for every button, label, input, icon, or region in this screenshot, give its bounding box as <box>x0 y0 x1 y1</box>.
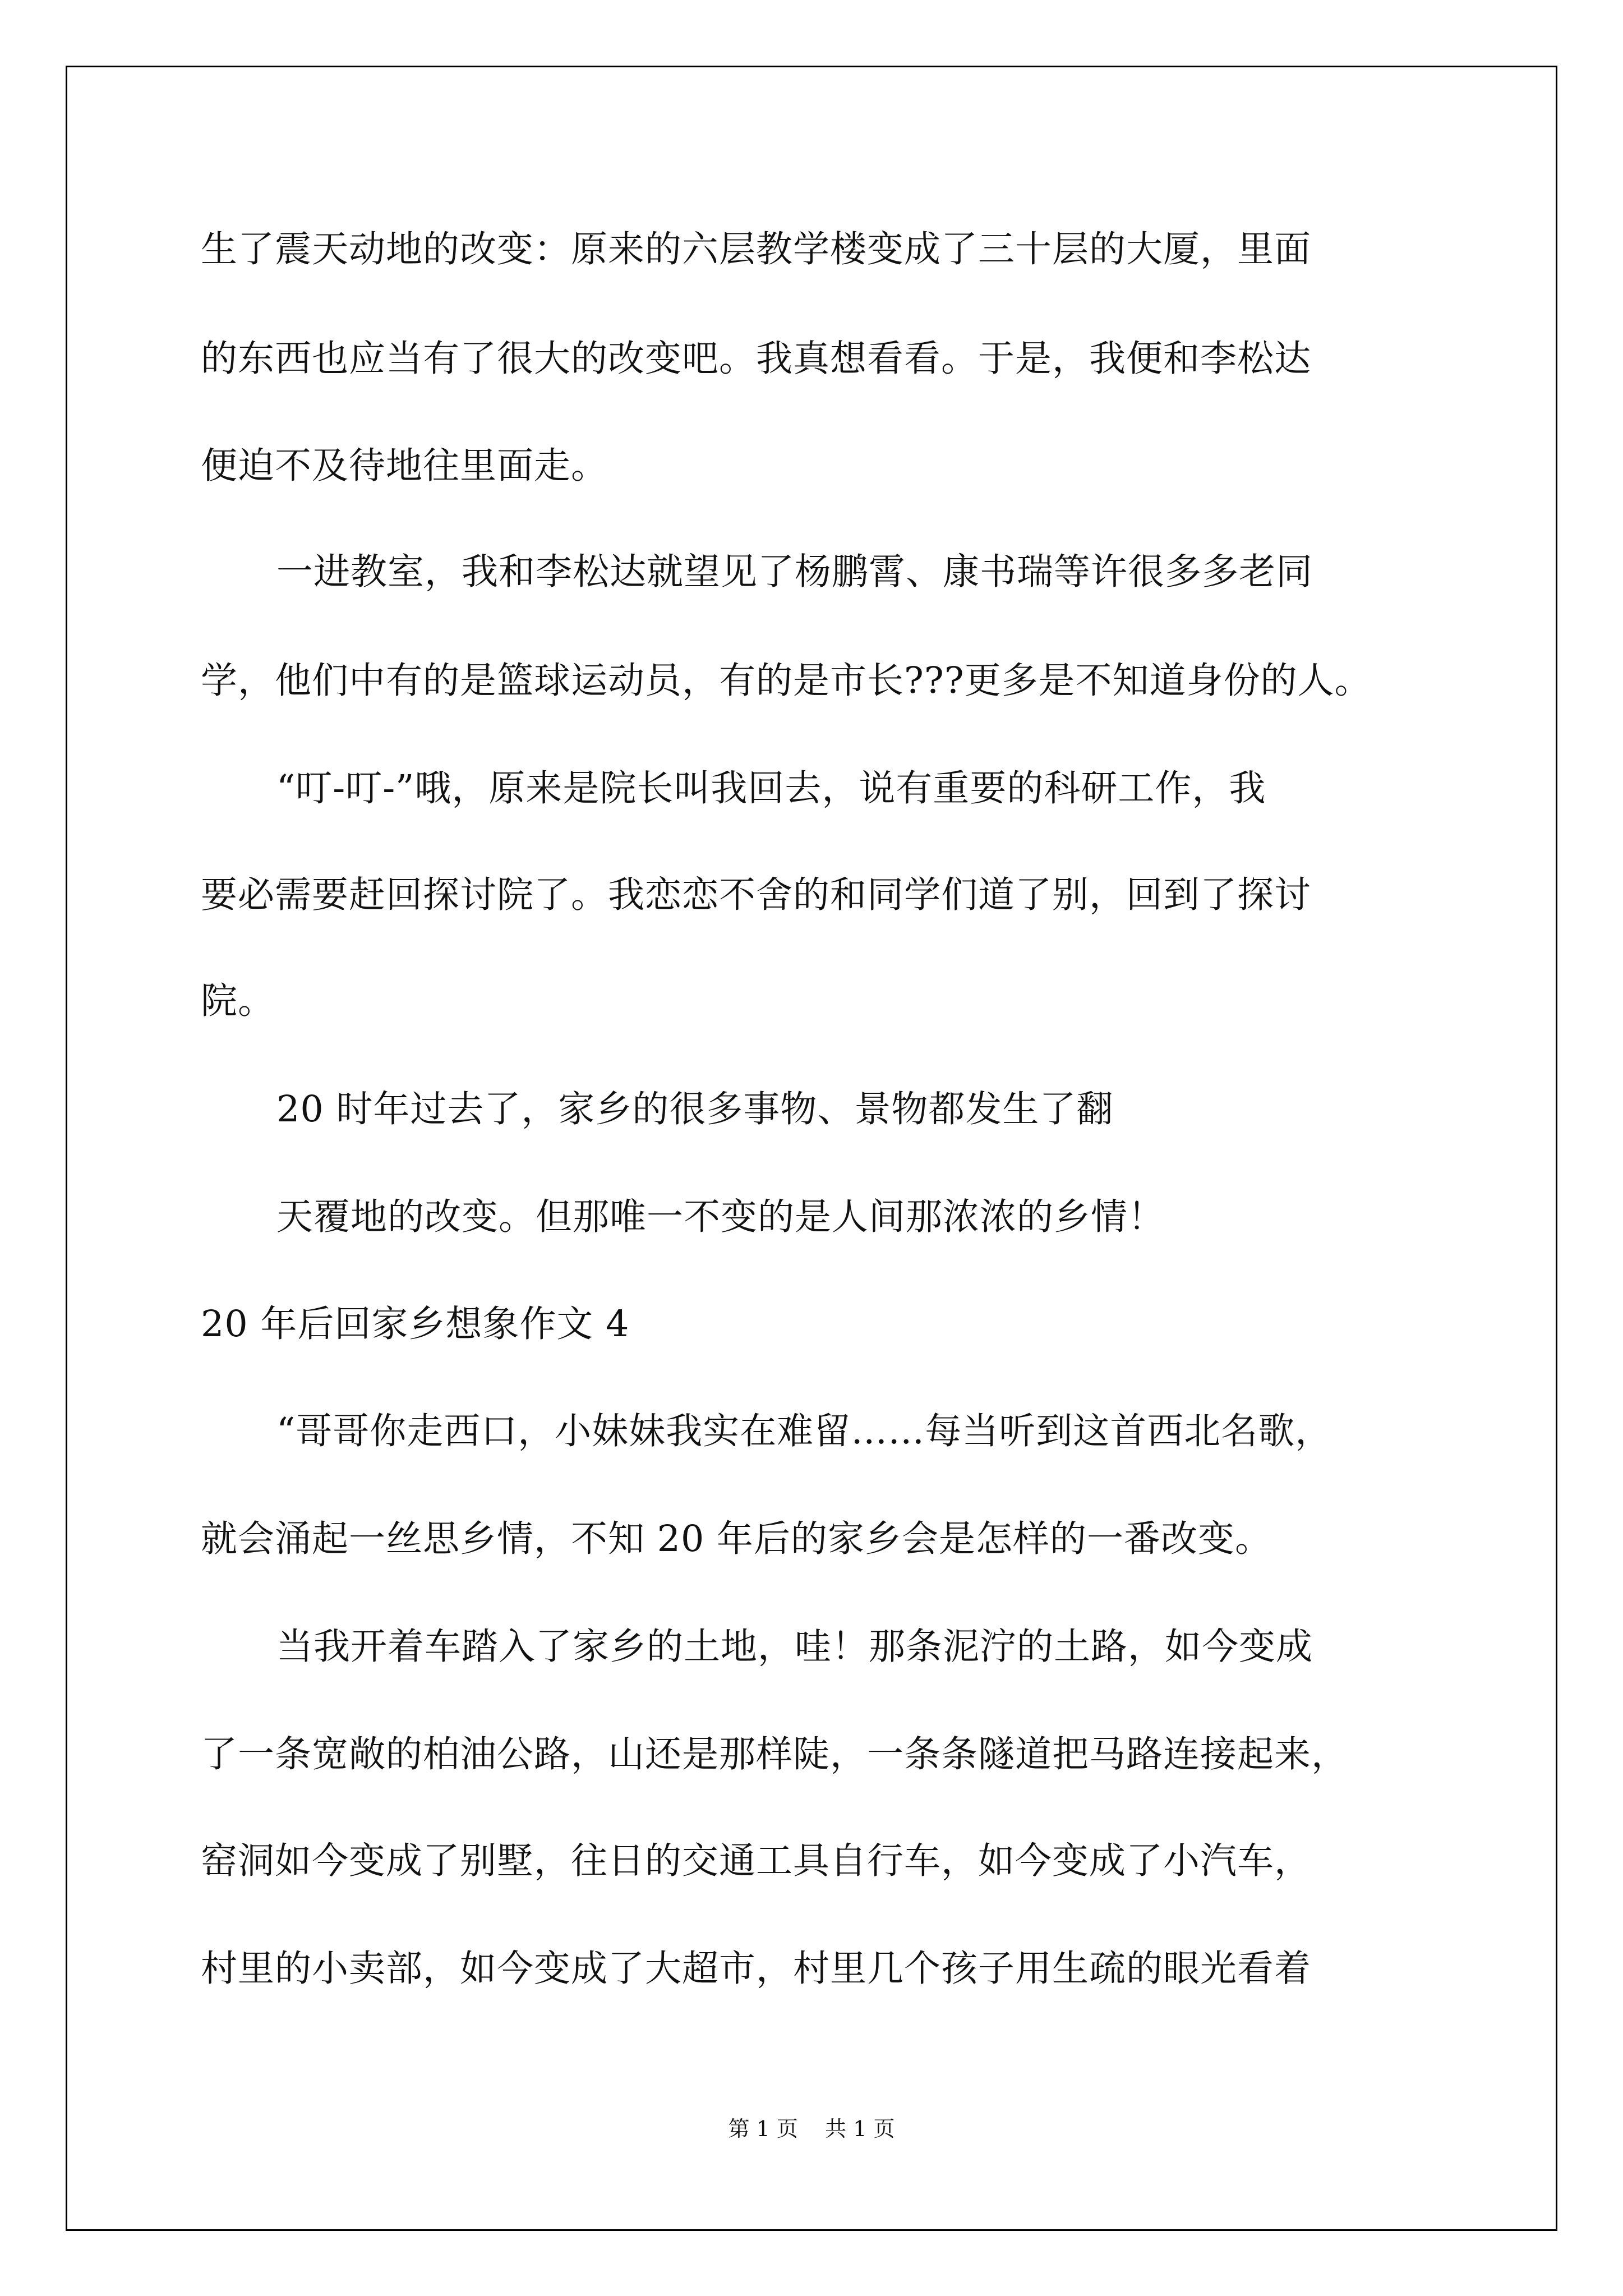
body-line-12: “哥哥你走西口，小妹妹我实在难留……每当听到这首西北名歌， <box>276 1410 1332 1452</box>
body-line-7: 要必需要赶回探讨院了。我恋恋不舍的和同学们道了别，回到了探讨 <box>201 874 1312 916</box>
body-line-13: 就会涌起一丝思乡情，不知 20 年后的家乡会是怎样的一番改变。 <box>201 1518 1272 1560</box>
body-line-8: 院。 <box>201 980 275 1022</box>
body-line-10: 天覆地的改变。但那唯一不变的是人间那浓浓的乡情！ <box>276 1196 1165 1238</box>
body-line-6: “叮-叮-”哦，原来是院长叫我回去，说有重要的科研工作，我 <box>276 767 1266 809</box>
body-line-15: 了一条宽敞的柏油公路，山还是那样陡，一条条隧道把马路连接起来， <box>201 1733 1349 1775</box>
body-line-3: 便迫不及待地往里面走。 <box>201 445 608 487</box>
body-line-16: 窑洞如今变成了别墅，往日的交通工具自行车，如今变成了小汽车， <box>201 1840 1312 1882</box>
body-line-2: 的东西也应当有了很大的改变吧。我真想看看。于是，我便和李松达 <box>201 338 1312 380</box>
body-line-14: 当我开着车踏入了家乡的土地，哇！那条泥泞的土路，如今变成 <box>276 1626 1313 1668</box>
section-heading: 20 年后回家乡想象作文 4 <box>201 1303 630 1345</box>
page-footer: 第 1 页 共 1 页 <box>728 2116 895 2141</box>
body-line-5: 学，他们中有的是篮球运动员，有的是市长???更多是不知道身份的人。 <box>201 660 1372 702</box>
body-line-4: 一进教室，我和李松达就望见了杨鹏霄、康书瑞等许很多多老同 <box>276 551 1313 593</box>
body-line-17: 村里的小卖部，如今变成了大超市，村里几个孩子用生疏的眼光看着 <box>201 1948 1312 1990</box>
body-line-9: 20 时年过去了，家乡的很多事物、景物都发生了翻 <box>276 1088 1114 1130</box>
page-border <box>66 66 1557 2231</box>
body-line-1: 生了震天动地的改变：原来的六层教学楼变成了三十层的大厦，里面 <box>201 228 1312 270</box>
